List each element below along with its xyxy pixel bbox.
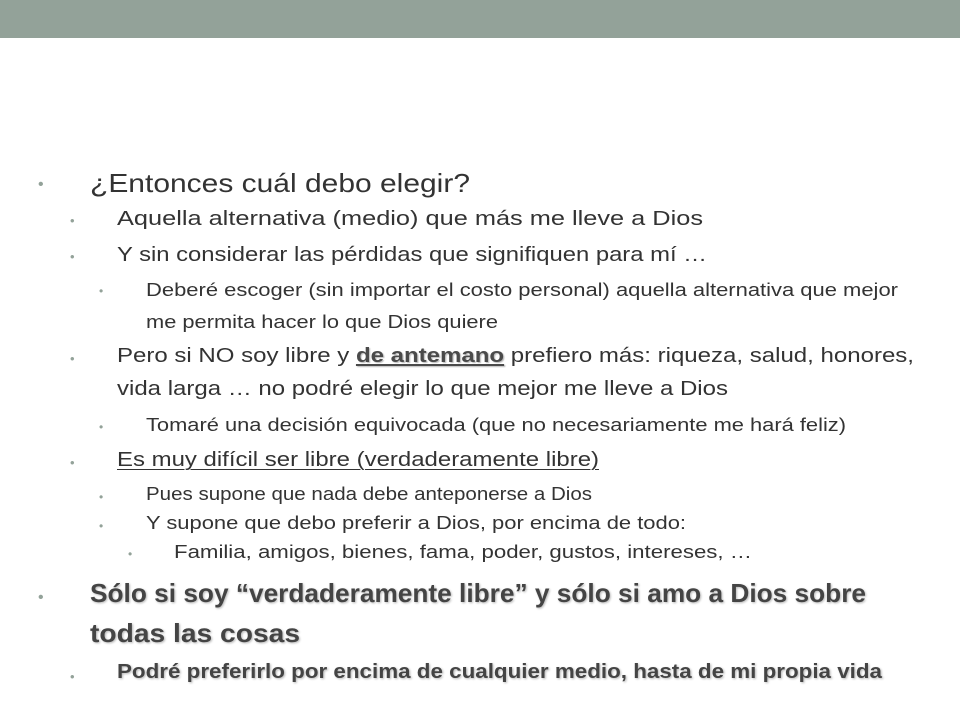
list-item: Aquella alternativa (medio) que más me lleve a Dios [117,208,704,230]
list-item: Familia, amigos, bienes, fama, poder, gustos, intereses, … [174,542,752,562]
bullet: • [70,249,75,264]
bullet: • [99,490,104,504]
list-item: Pues supone que nada debe anteponerse a Dios [146,484,593,504]
header-bar [0,0,960,38]
list-item: Es muy difícil ser libre (verdaderamente libre) [117,449,600,471]
emphasis-text: de antemano [355,345,505,367]
list-item: Pero si NO soy libre y de antemano prefiero más: riqueza, salud, honores, [117,345,914,367]
conclusion-heading: Sólo si soy “verdaderamente libre” y sólo si amo a Dios sobre [90,578,867,608]
list-item: Tomaré una decisión equivocada (que no necesariamente me hará feliz) [146,415,847,435]
bullet: • [38,589,44,606]
list-item: Y supone que debo preferir a Dios, por encima de todo: [146,513,687,533]
list-item-continuation: vida larga … no podré elegir lo que mejor me lleve a Dios [117,378,728,400]
list-item: Podré preferirlo por encima de cualquier medio, hasta de mi propia vida [117,661,882,683]
bullet: • [70,455,75,470]
list-item: Y sin considerar las pérdidas que signifiquen para mí … [117,244,708,266]
conclusion-heading-continuation: todas las cosas [90,618,301,648]
bullet: • [99,519,104,533]
bullet: • [128,547,133,561]
bullet: • [70,213,75,228]
list-item-continuation: me permita hacer lo que Dios quiere [146,312,498,332]
list-item: Deberé escoger (sin importar el costo personal) aquella alternativa que mejor [146,280,898,300]
bullet: • [38,176,44,193]
bullet: • [99,284,104,298]
question-heading: ¿Entonces cuál debo elegir? [90,168,471,198]
bullet: • [99,420,104,434]
bullet: • [70,669,75,684]
bullet: • [70,351,75,366]
